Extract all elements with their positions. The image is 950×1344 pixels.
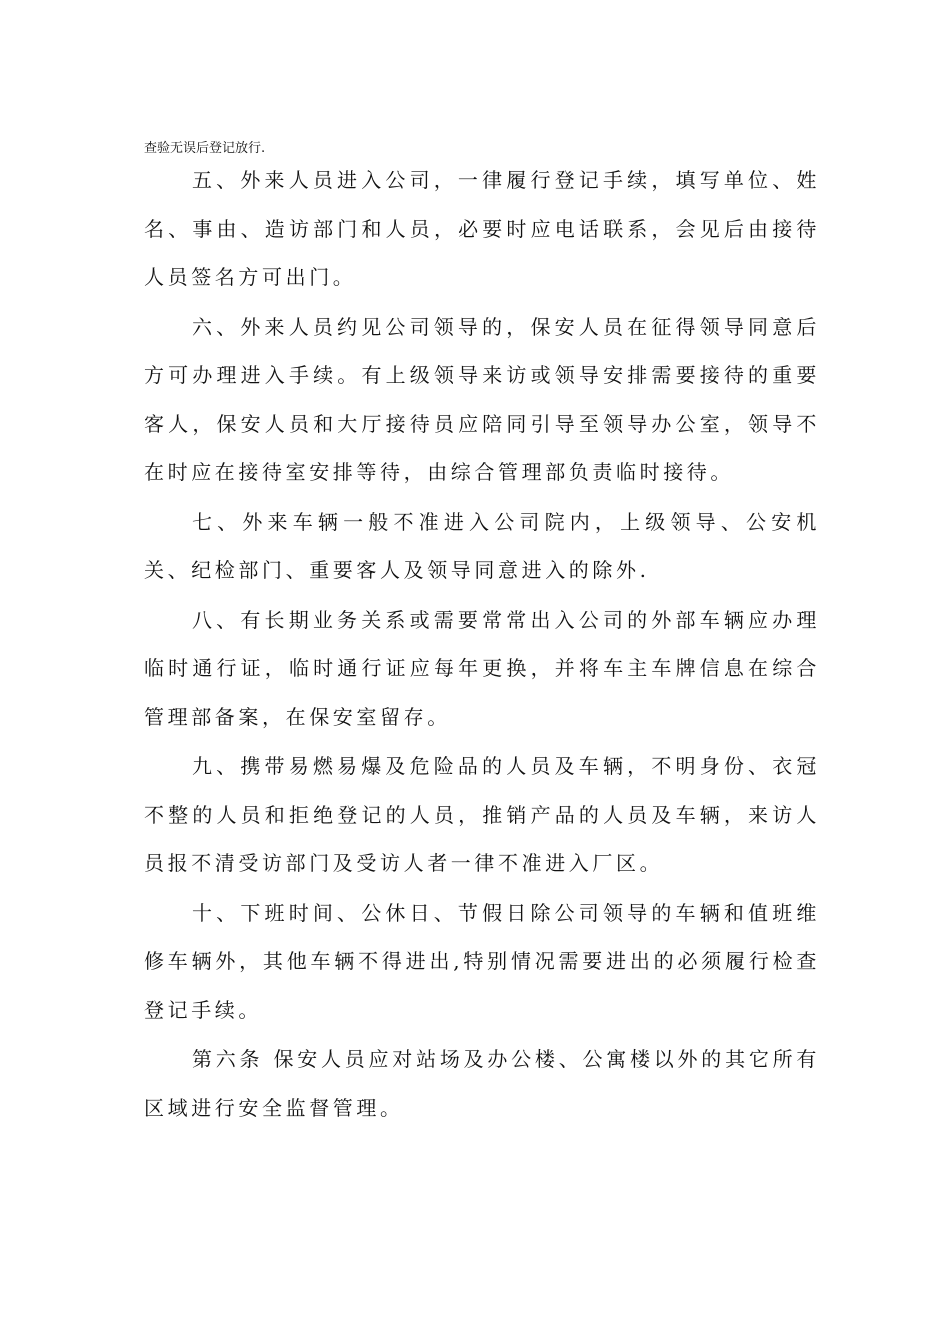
paragraph-item-8: 八、有长期业务关系或需要常常出入公司的外部车辆应办理临时通行证，临时通行证应每年更换，并将车主车牌信息在综合管理部备案，在保安室留存。	[144, 607, 820, 729]
paragraph-item-5: 五、外来人员进入公司，一律履行登记手续，填写单位、姓名、事由、造访部门和人员，必要时应电话联系，会见后由接待人员签名方可出门。	[144, 168, 820, 289]
paragraph-item-9: 九、携带易燃易爆及危险品的人员及车辆，不明身份、衣冠不整的人员和拒绝登记的人员，推销产品的人员及车辆，来访人员报不清受访部门及受访人者一律不准进入厂区。	[144, 754, 820, 875]
paragraph-item-10: 十、下班时间、公休日、节假日除公司领导的车辆和值班维修车辆外，其他车辆不得进出,特别情况需要进出的必须履行检查登记手续。	[144, 900, 820, 1022]
document-body	[144, 156, 820, 1133]
paragraph-item-6: 六、外来人员约见公司领导的，保安人员在征得领导同意后方可办理进入手续。有上级领导来访或领导安排需要接待的重要客人，保安人员和大厅接待员应陪同引导至领导办公室，领导不在时应在接待室安排等待，由综合管理部负责临时接待。	[144, 314, 820, 484]
article-6-paragraph: 第六条 保安人员应对站场及办公楼、公寓楼以外的其它所有区域进行安全监督管理。	[144, 1047, 820, 1120]
continuation-line: 查验无误后登记放行.	[144, 141, 266, 156]
paragraph-item-7: 七、外来车辆一般不准进入公司院内，上级领导、公安机关、纪检部门、重要客人及领导同意进入的除外.	[144, 509, 820, 582]
